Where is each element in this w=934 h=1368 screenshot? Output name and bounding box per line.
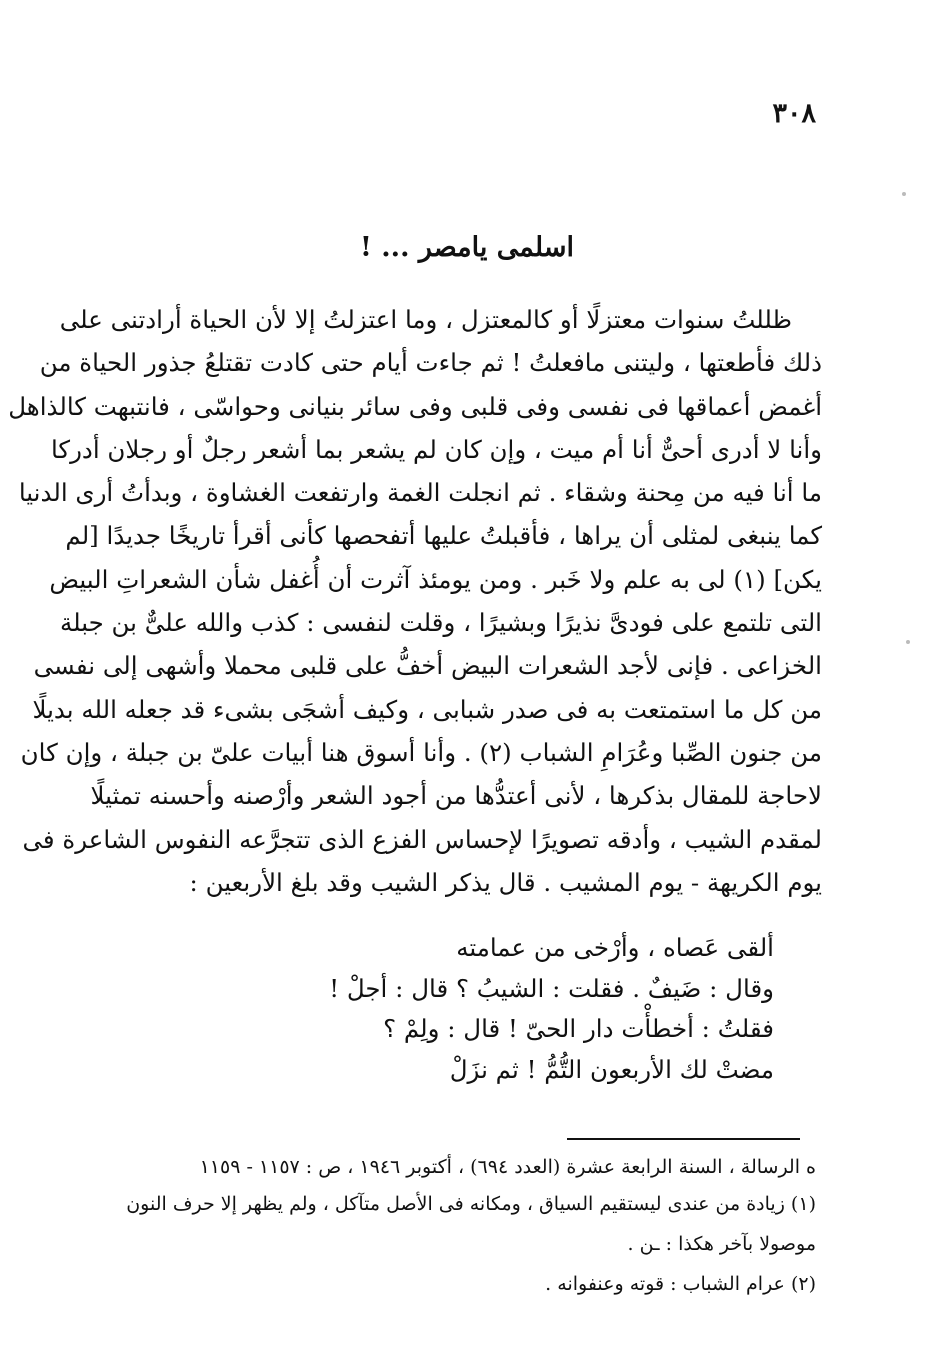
paragraph-line: يوم الكريهة - يوم المشيب . قال يذكر الشيب وقد بلغ الأربعين : xyxy=(189,867,822,897)
poem-line: فقلتُ : أخطأْت دار الحىّ ! قال : ولِمْ ؟ xyxy=(383,1014,774,1043)
poem-line: ألقى عَصاه ، وأرْخى من عمامته xyxy=(456,933,774,962)
paragraph-line: وأنا لا أدرى أحىٌّ أنا أم ميت ، وإن كان لم يشعر بما أشعر رجلٌ أو رجلان أدركا xyxy=(50,434,822,464)
paragraph-line: ظللتُ سنوات معتزلًا أو كالمعتزل ، وما اعتزلتُ إلا لأن الحياة أرادتنى على xyxy=(59,305,792,334)
footnote: (١) زيادة من عندى ليستقيم السياق ، ومكانه فى الأصل متآكل ، ولم يظهر إلا حرف النون xyxy=(126,1193,816,1215)
paragraph-line: من كل ما استمتعت به فى صدر شبابى ، وكيف أشجَى بشىء قد جعله الله بديلًا xyxy=(32,694,822,724)
paragraph-line: ما أنا فيه من مِحنة وشقاء . ثم انجلت الغمة وارتفعت الغشاوة ، وبدأتُ أرى الدنيا xyxy=(18,478,822,508)
poem xyxy=(134,928,774,1090)
paragraph-line: ذلك فأطعتها ، وليتنى مافعلتُ ! ثم جاءت أيام حتى كادت تقتلعُ جذور الحياة من xyxy=(39,348,822,378)
paragraph-line: التى تلتمع على فودىَّ نذيرًا وبشيرًا ، وقلت لنفسى : كذب والله علىٌّ بن جبلة xyxy=(59,608,822,638)
footnote-source: ه الرسالة ، السنة الرابعة عشرة (العدد ٦٩٤) ، أكتوبر ١٩٤٦ ، ص : ١١٥٧ - ١١٥٩ xyxy=(199,1156,816,1178)
scan-speck xyxy=(902,192,906,196)
paragraph-line: من جنون الصِّبا وعُرَامِ الشباب (٢) . وأنا أسوق هنا أبيات علىّ بن جبلة ، وإن كان xyxy=(20,737,822,767)
article-body xyxy=(8,298,822,904)
poem-line: وقال : ضَيفٌ . فقلت : الشيبُ ؟ قال : أجلْ ! xyxy=(329,973,774,1003)
paragraph-line: كما ينبغى لمثلى أن يراها ، فأقبلتُ عليها أتفحصها كأنى أقرأ تاريخًا جديدًا [لم xyxy=(65,521,822,551)
page-number: ٣٠٨ xyxy=(772,98,816,129)
footnotes xyxy=(116,1148,816,1302)
paragraph-line: يكن] (١) لى به علم ولا خَبر . ومن يومئذ آثرت أن أُغفل شأن الشعراتِ البيض xyxy=(49,564,822,594)
paragraph-line: لاحاجة للمقال بذكرها ، لأنى أعتدُّها من أجود الشعر وأرْصنه وأحسنه تمثيلًا xyxy=(90,781,822,811)
scan-speck xyxy=(906,640,910,644)
footnote-continuation: موصولا بآخر هكذا : ـن . xyxy=(627,1233,816,1255)
footnote-separator xyxy=(567,1138,800,1140)
paragraph-line: لمقدم الشيب ، وأدقه تصويرًا لإحساس الفزع الذى تتجرَّعه النفوس الشاعرة فى xyxy=(22,824,822,854)
paragraph-line: الخزاعى . فإنى لأجد الشعرات البيض أخفُّ على قلبى محملا وأشهى إلى نفسى xyxy=(33,651,822,681)
footnote: (٢) عرام الشباب : قوته وعنفوانه . xyxy=(545,1273,816,1295)
article-title: اسلمى يامصر ... ! xyxy=(360,232,574,263)
poem-line: مضتْ لك الأربعون التُّمُّ ! ثم نزَلْ xyxy=(449,1054,774,1084)
paragraph-line: أغمض أعماقها فى نفسى وفى قلبى وفى سائر بنيانى وحواسّى ، فانتبهت كالذاهل xyxy=(8,391,822,421)
